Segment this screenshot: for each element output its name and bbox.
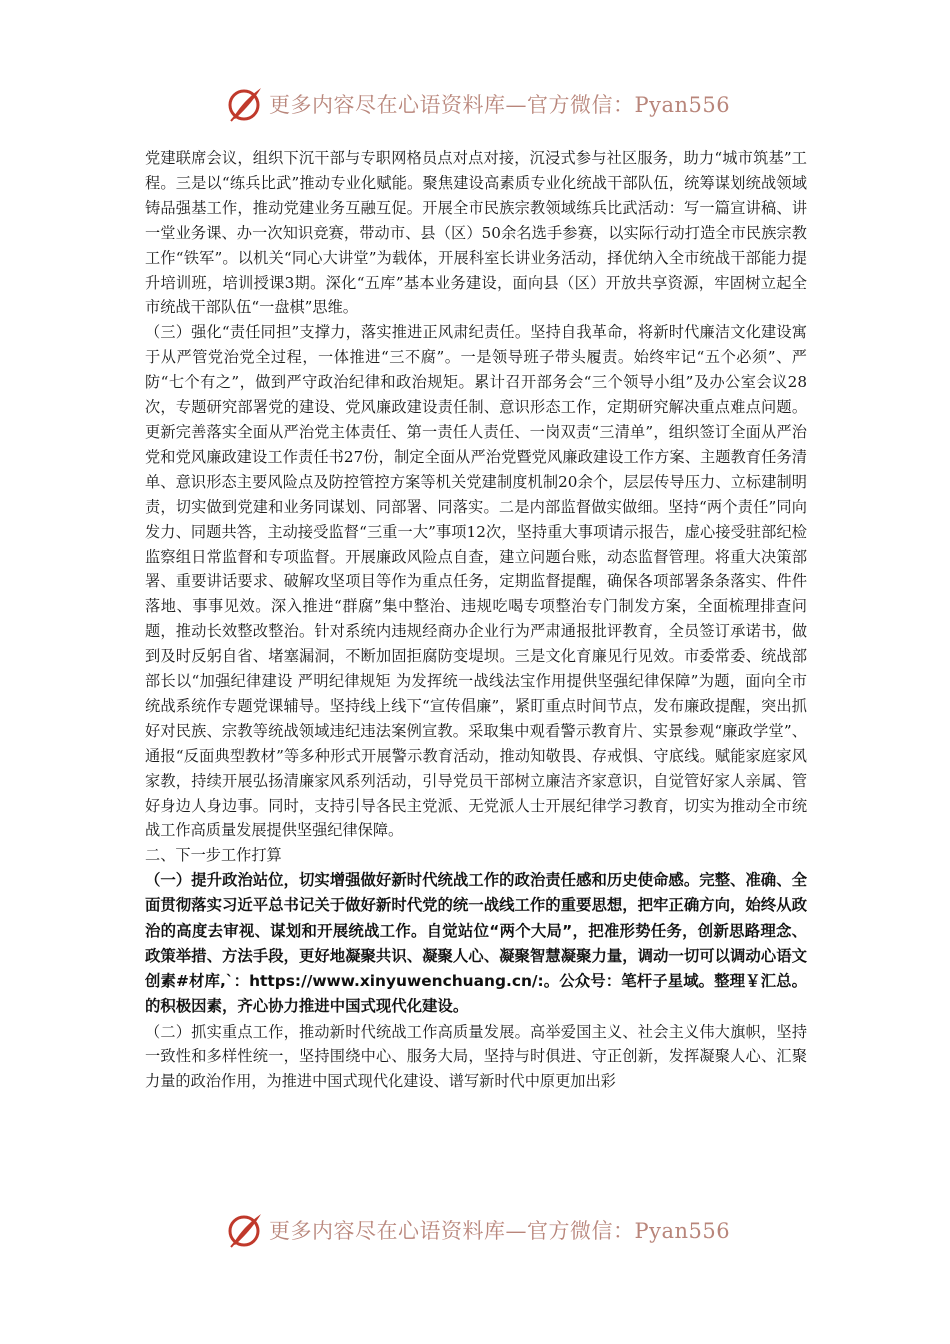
- quill-pen-logo-icon: [225, 84, 265, 124]
- quill-pen-logo-icon: [225, 1210, 265, 1250]
- body-paragraph: （二）抓实重点工作，推动新时代统战工作高质量发展。高举爱国主义、社会主义伟大旗帜，坚持一致性和多样性统一，坚持围绕中心、服务大局，坚持与时俱进、守正创新，发挥凝聚人心、汇聚力量的政治作用，为推进中国式现代化建设、谱写新时代中原更加出彩: [145, 1022, 807, 1091]
- body-paragraph: （三）强化“责任同担”支撑力，落实推进正风肃纪责任。坚持自我革命，将新时代廉洁文化建设寓于从严管党治党全过程，一体推进“三不腐”。一是领导班子带头履责。始终牢记“五个必须”、严防“七个有之”，做到严守政治纪律和政治规矩。累计召开部务会“三个领导小组”及办公室会议28次，专题研究部署党的建设、党风廉政建设责任制、意识形态工作，定期研究解决重点难点问题。更新完善落实全面从严治党主体责任、第一责任人责任、一岗双责“三清单”，组织签订全面从严治党和党风廉政建设工作责任书27份，制定全面从严治党暨党风廉政建设工作方案、主题教育任务清单、意识形态主要风险点及防控管控方案等机关党建制度机制20余个，层层传导压力、立标建制明责，切实做到党建和业务同谋划、同部署、同落实。二是内部监督做实做细。坚持“两个责任”同向发力、同题共答，主动接受监督“三重一大”事项12次，坚持重大事项请示报告，虚心接受驻部纪检监察组日常监督和专项监督。开展廉政风险点自查，建立问题台账，动态监督管理。将重大决策部署、重要讲话要求、破解攻坚项目等作为重点任务，定期监督提醒，确保各项部署条条落实、件件落地、事事见效。深入推进“群腐”集中整治、违规吃喝专项整治专门制发方案，全面梳理排查问题，推动长效整改整治。针对系统内违规经商办企业行为严肃通报批评教育，全员签订承诺书，做到及时反躬自省、堵塞漏洞，不断加固拒腐防变堤坝。三是文化育廉见行见效。市委常委、统战部部长以“加强纪律建设 严明纪律规矩 为发挥统一战线法宝作用提供坚强纪律保障”为题，面向全市统战系统作专题党课辅导。坚持线上线下“宣传倡廉”，紧盯重点时间节点，发布廉政提醒，突出抓好对民族、宗教等统战领域违纪违法案例宣教。采取集中观看警示教育片、实景参观“廉政学堂”、通报“反面典型教材”等多种形式开展警示教育活动，推动知敬畏、存戒惧、守底线。赋能家庭家风家教，持续开展弘扬清廉家风系列活动，引导党员干部树立廉洁齐家意识，自觉管好家人亲属、管好身边人身边事。同时，支持引导各民主党派、无党派人士开展纪律学习教育，切实为推动全市统战工作高质量发展提供坚强纪律保障。: [145, 323, 807, 840]
- section-heading: 二、下一步工作打算: [145, 846, 282, 865]
- header-watermark-banner: [225, 82, 731, 126]
- footer-banner-text: 更多内容尽在心语资料库—官方微信：Pyan556: [269, 1219, 731, 1243]
- body-paragraph: 党建联席会议，组织下沉干部与专职网格员点对点对接，沉浸式参与社区服务，助力“城市筑基”工程。三是以“练兵比武”推动专业化赋能。聚焦建设高素质专业化统战干部队伍，统筹谋划统战领域铸品强基工作，推动党建业务互融互促。开展全市民族宗教领域练兵比武活动：写一篇宣讲稿、讲一堂业务课、办一次知识竞赛，带动市、县（区）50余名选手参赛，以实际行动打造全市民族宗教工作“铁军”。以机关“同心大讲堂”为载体，开展科室长讲业务活动，择优纳入全市统战干部能力提升培训班，培训授课3期。深化“五库”基本业务建设，面向县（区）开放共享资源，牢固树立起全市统战干部队伍“一盘棋”思维。: [145, 149, 807, 317]
- document-body: [145, 146, 807, 1094]
- bold-paragraph: （一）提升政治站位，切实增强做好新时代统战工作的政治责任感和历史使命感。完整、准确、全面贯彻落实习近平总书记关于做好新时代党的统一战线工作的重要思想，把牢正确方向，始终从政治的高度去审视、谋划和开展统战工作。自觉站位“两个大局”，把准形势任务，创新思路理念、政策举措、方法手段，更好地凝聚共识、凝聚人心、凝聚智慧凝聚力量，调动一切可以调动心语文创素#材库,`：https://www.xinyuwenchuang.cn/:。公众号：笔杆子星域。整理￥汇总。的积极因素，齐心协力推进中国式现代化建设。: [145, 871, 807, 1016]
- header-banner-text: 更多内容尽在心语资料库—官方微信：Pyan556: [269, 93, 731, 117]
- footer-watermark-banner: [225, 1208, 731, 1252]
